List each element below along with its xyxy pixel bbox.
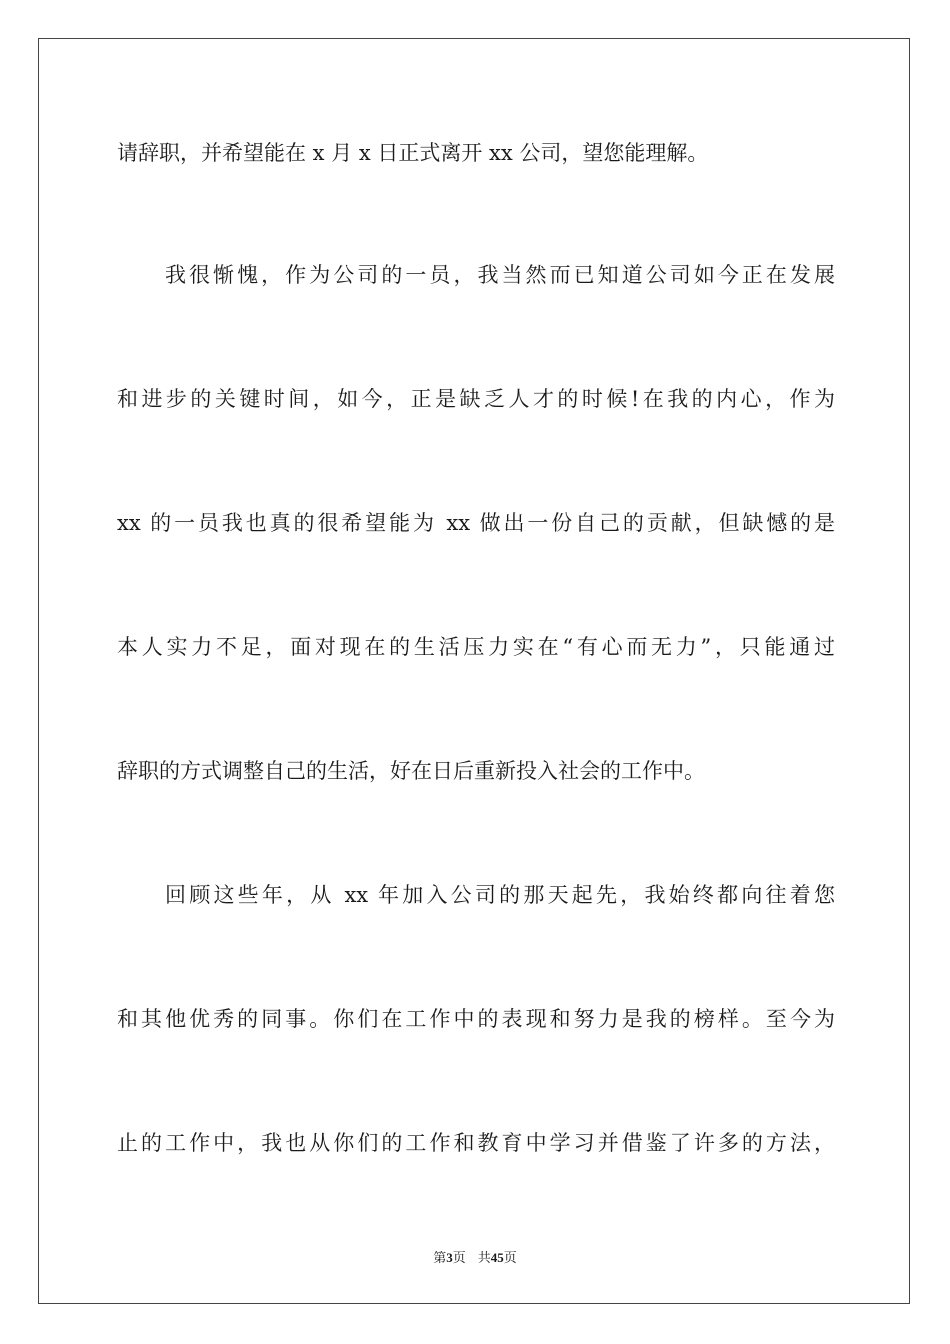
page-number: 3	[446, 1250, 453, 1265]
total-pages: 45	[490, 1250, 504, 1265]
page-border	[38, 38, 910, 1304]
page-suffix: 页	[452, 1251, 466, 1266]
paragraph-line-6: 辞职的方式调整自己的生活，好在日后重新投入社会的工作中。	[117, 759, 705, 783]
paragraph-line-5: 本人实力不足，面对现在的生活压力实在“有心而无力”，只能通过	[117, 635, 835, 659]
paragraph-line-2: 我很惭愧，作为公司的一员，我当然而已知道公司如今正在发展	[165, 263, 835, 287]
paragraph-line-3: 和进步的关键时间，如今，正是缺乏人才的时候!在我的内心，作为	[117, 387, 835, 411]
paragraph-line-8: 和其他优秀的同事。你们在工作中的表现和努力是我的榜样。至今为	[117, 1007, 835, 1031]
page-footer	[0, 1247, 950, 1266]
paragraph-line-4: xx 的一员我也真的很希望能为 xx 做出一份自己的贡献，但缺憾的是	[117, 511, 835, 535]
paragraph-line-7: 回顾这些年，从 xx 年加入公司的那天起先，我始终都向往着您	[165, 883, 835, 907]
total-prefix: 共	[477, 1251, 491, 1266]
total-suffix: 页	[503, 1251, 517, 1266]
page-prefix: 第	[433, 1251, 447, 1266]
paragraph-line-9: 止的工作中，我也从你们的工作和教育中学习并借鉴了许多的方法，	[117, 1131, 835, 1155]
paragraph-line-1: 请辞职，并希望能在 x 月 x 日正式离开 xx 公司，望您能理解。	[117, 141, 709, 165]
